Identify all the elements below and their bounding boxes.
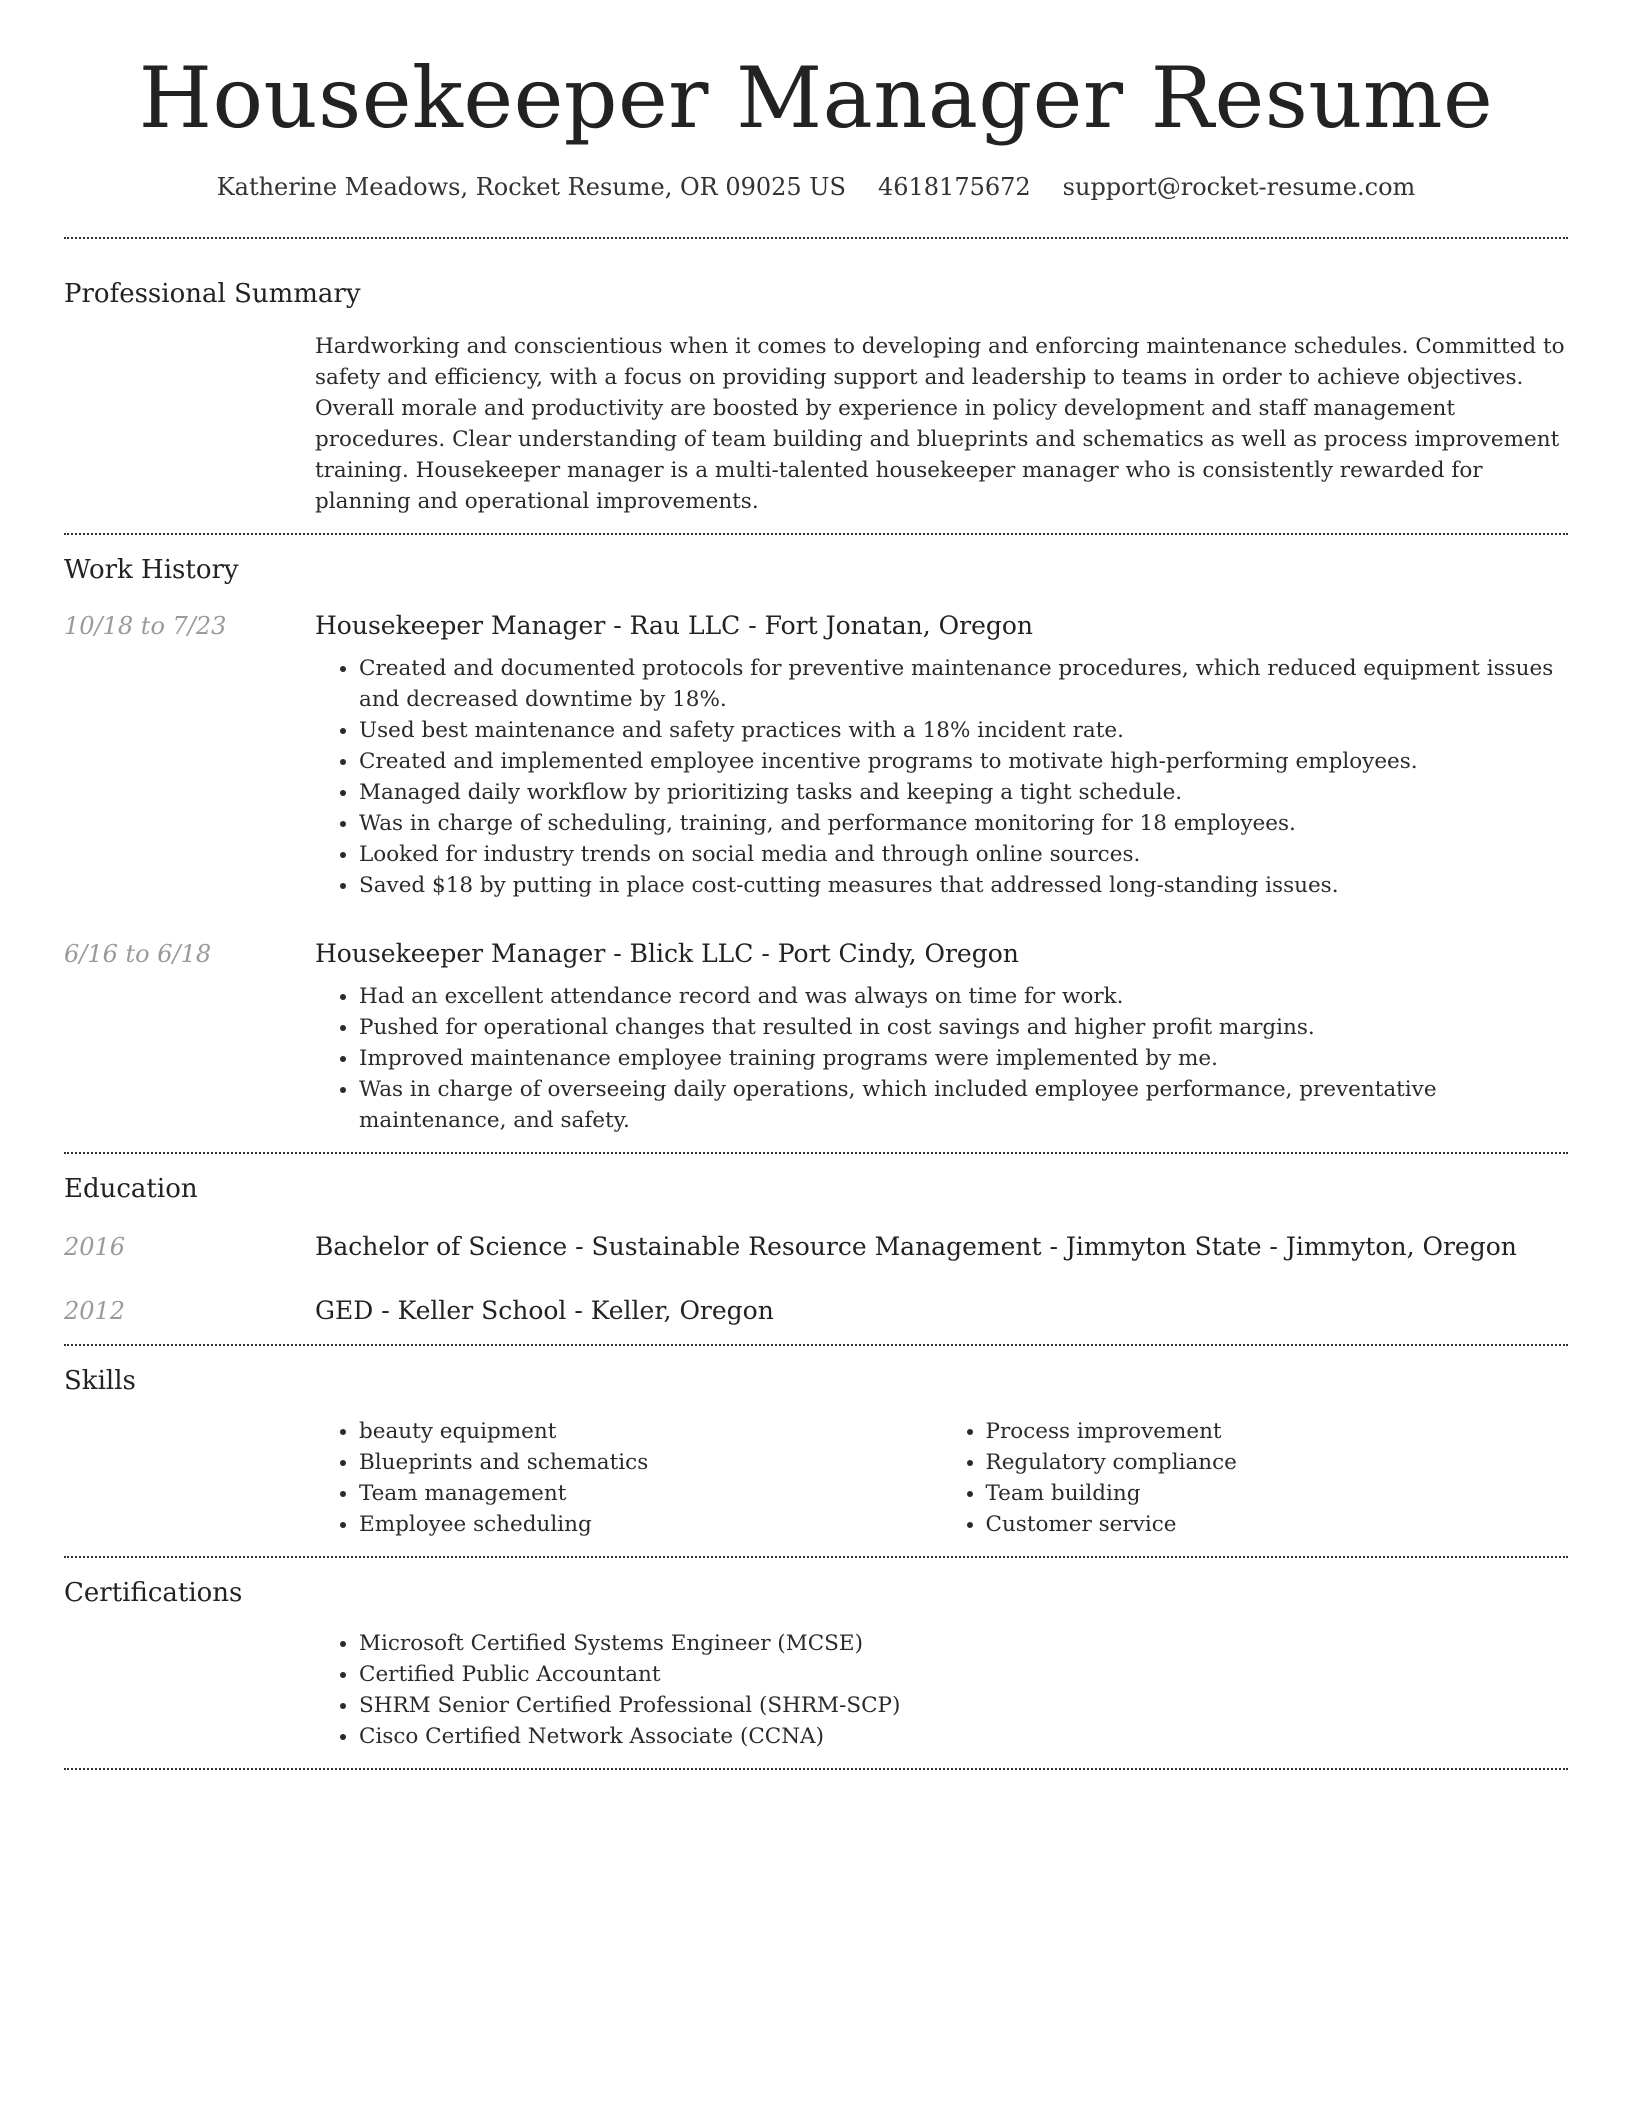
skills-grid: [315, 1396, 1568, 1540]
summary-section: [64, 239, 1568, 533]
education-entry: [64, 1294, 1568, 1328]
job-bullet: • Saved $18 by putting in place cost-cutting measures that addressed long-standing issues.: [359, 870, 1568, 901]
certification-item: • Cisco Certified Network Associate (CCNA): [359, 1721, 1568, 1752]
summary-heading: Professional Summary: [64, 278, 361, 309]
section-divider: [64, 1768, 1568, 1770]
summary-text: Hardworking and conscientious when it comes to developing and enforcing maintenance schedules. Committed to safety and efficiency, with a focus on providing support and leadership to teams in order to achieve objectives. Overall morale and productivity are boosted by experience in policy development and staff management procedures. Clear understanding of team building and blueprints and schematics as well as process improvement training. Housekeeper manager is a multi-talented housekeeper manager who is consistently rewarded for planning and operational improvements.: [315, 333, 1565, 514]
education-detail: GED - Keller School - Keller, Oregon: [315, 1295, 774, 1325]
job-dates: 6/16 to 6/18: [64, 939, 212, 968]
certification-item: • Certified Public Accountant: [359, 1659, 1568, 1690]
skill-item: • Employee scheduling: [359, 1509, 942, 1540]
job-bullet: • Improved maintenance employee training programs were implemented by me.: [359, 1043, 1568, 1074]
contact-line: [64, 173, 1568, 201]
skills-list-left: [315, 1416, 942, 1540]
education-entry: [64, 1230, 1568, 1264]
skills-heading: Skills: [64, 1365, 136, 1396]
certifications-section: [64, 1558, 1568, 1768]
job-bullet: • Had an excellent attendance record and was always on time for work.: [359, 981, 1568, 1012]
skill-item: • Regulatory compliance: [986, 1447, 1569, 1478]
job-entry: [64, 609, 1568, 901]
certifications-heading: Certifications: [64, 1577, 243, 1608]
work-history-heading: Work History: [64, 554, 239, 585]
skill-item: • beauty equipment: [359, 1416, 942, 1447]
job-bullet: • Was in charge of scheduling, training, and performance monitoring for 18 employees.: [359, 808, 1568, 839]
resume-title: Housekeeper Manager Resume: [138, 49, 1494, 147]
skill-item: • Process improvement: [986, 1416, 1569, 1447]
education-detail: Bachelor of Science - Sustainable Resource Management - Jimmyton State - Jimmyton, Oregon: [315, 1231, 1517, 1261]
job-bullet: • Used best maintenance and safety practices with a 18% incident rate.: [359, 715, 1568, 746]
job-bullet: • Created and implemented employee incentive programs to motivate high-performing employees.: [359, 746, 1568, 777]
job-title: Housekeeper Manager - Rau LLC - Fort Jonatan, Oregon: [315, 610, 1034, 640]
contact-email: support@rocket-resume.com: [1062, 172, 1416, 201]
resume-header: [64, 0, 1568, 201]
education-section: [64, 1154, 1568, 1344]
job-bullets: [315, 981, 1568, 1136]
certification-item: • SHRM Senior Certified Professional (SHRM-SCP): [359, 1690, 1568, 1721]
skill-item: • Customer service: [986, 1509, 1569, 1540]
job-bullet: • Looked for industry trends on social media and through online sources.: [359, 839, 1568, 870]
skill-item: • Blueprints and schematics: [359, 1447, 942, 1478]
contact-phone: 4618175672: [877, 172, 1031, 201]
skills-section: [64, 1346, 1568, 1556]
job-bullet: • Pushed for operational changes that resulted in cost savings and higher profit margins.: [359, 1012, 1568, 1043]
job-entry: [64, 937, 1568, 1136]
work-history-section: [64, 535, 1568, 1152]
job-title: Housekeeper Manager - Blick LLC - Port Cindy, Oregon: [315, 938, 1019, 968]
skill-item: • Team management: [359, 1478, 942, 1509]
skills-list-right: [942, 1416, 1569, 1540]
job-bullet: • Managed daily workflow by prioritizing tasks and keeping a tight schedule.: [359, 777, 1568, 808]
job-bullet: • Was in charge of overseeing daily operations, which included employee performance, preventative maintenance, and safety.: [359, 1074, 1568, 1136]
education-heading: Education: [64, 1173, 198, 1204]
job-bullets: [315, 653, 1568, 901]
certifications-list: [315, 1628, 1568, 1752]
skill-item: • Team building: [986, 1478, 1569, 1509]
job-dates: 10/18 to 7/23: [64, 611, 227, 640]
certification-item: • Microsoft Certified Systems Engineer (MCSE): [359, 1628, 1568, 1659]
contact-address: Katherine Meadows, Rocket Resume, OR 09025 US: [216, 172, 846, 201]
education-year: 2012: [64, 1296, 126, 1325]
job-bullet: • Created and documented protocols for preventive maintenance procedures, which reduced equipment issues and decreased downtime by 18%.: [359, 653, 1568, 715]
education-year: 2016: [64, 1232, 126, 1261]
